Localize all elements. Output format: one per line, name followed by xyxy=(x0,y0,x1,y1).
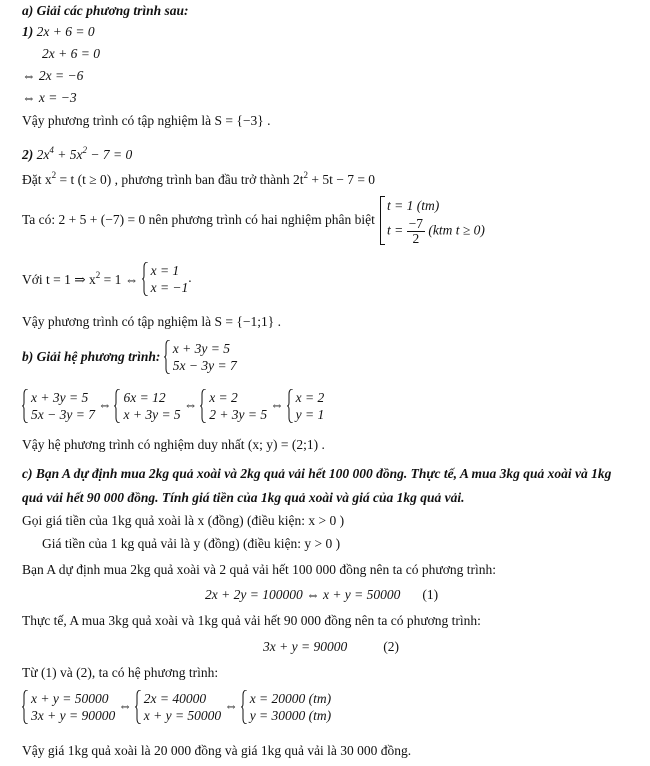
part-b-system: x + 3y = 5 5x − 3y = 7 xyxy=(164,340,237,374)
p2-root-2: t = $\frac{-7}{2}$ (ktm t ≥ 0) xyxy=(387,216,485,246)
voi-root-2: x = −1 xyxy=(150,280,189,295)
part-b-heading-line xyxy=(22,340,237,374)
p2-voi-line: Với t = 1 ⇒ $x^2 = 1$ ⇔ x = 1 x = −1 . xyxy=(22,263,192,295)
voi-root-1: x = 1 xyxy=(150,263,180,278)
part-c-let-x: Gọi giá tiền của 1kg quả xoài là x (đồng) (điều kiện: x > 0 ) xyxy=(22,513,345,528)
p2-ta-co: Ta có: 2 + 5 + (−7) = 0 nên phương trình có hai nghiệm phân biệt xyxy=(22,212,375,227)
part-b-solution-chain: x + 3y = 5 5x − 3y = 7 ⇔ 6x = 12 x + 3y = 5 ⇔ x = 2 2 + 3y = 5 ⇔ x = 2 y = 1 xyxy=(22,389,324,423)
part-c-heading-2: quả vải hết 90 000 đồng. Tính giá tiền của 1kg quả xoài và giá của 1kg quả vải. xyxy=(22,490,465,505)
part-c-from: Từ (1) và (2), ta có hệ phương trình: xyxy=(22,665,219,680)
problem-1-equation: 2x + 6 = 0 xyxy=(36,24,95,39)
problem-2-line xyxy=(22,141,132,164)
p1-step-1: 2x + 6 = 0 xyxy=(42,46,100,61)
part-c-solution-chain: x + y = 50000 3x + y = 90000 ⇔ 2x = 40000 x + y = 50000 ⇔ x = 20000 (tm) y = 30000 (tm) xyxy=(22,690,331,724)
part-b-heading: b) Giải hệ phương trình: xyxy=(22,349,161,364)
p2-substitution: Đặt $x^2 = t$ (t ≥ 0) , phương trình ban đầu trở thành $2t^2 + 5t - 7 = 0$ xyxy=(22,170,376,187)
part-c-actual: Thực tế, A mua 3kg quả xoài và 1kg quả vải hết 90 000 đồng nên ta có phương trình: xyxy=(22,613,481,628)
part-c-heading-1: c) Bạn A dự định mua 2kg quả xoài và 2kg quả vải hết 100 000 đồng. Thực tế, A mua 3kg quả xoài và 1kg xyxy=(22,466,612,481)
p1-step-3: ⇔ x = −3 xyxy=(22,90,77,105)
problem-1-line xyxy=(22,23,95,41)
p1-conclusion: Vậy phương trình có tập nghiệm là S = {−3} . xyxy=(22,113,271,128)
problem-2-equation: $2x^4 + 5x^2 - 7 = 0$ xyxy=(36,145,133,162)
p2-root-1: t = 1 (tm) xyxy=(387,198,440,213)
part-c-plan: Bạn A dự định mua 2kg quả xoài và 2 quả vải hết 100 000 đồng nên ta có phương trình: xyxy=(22,562,496,577)
part-c-conclusion: Vậy giá 1kg quả xoài là 20 000 đồng và giá 1kg quả vải là 30 000 đồng. xyxy=(22,743,412,758)
part-c-eq1-line: 2x + 2y = 100000 ⇔ x + y = 50000 (1) xyxy=(205,587,439,602)
p1-step-2: ⇔ 2x = −6 xyxy=(22,68,84,83)
part-b-conclusion: Vậy hệ phương trình có nghiệm duy nhất (x; y) = (2;1) . xyxy=(22,437,325,452)
part-a-heading: a) Giải các phương trình sau: xyxy=(22,3,189,18)
problem-2-label: 2) xyxy=(22,147,34,162)
p2-conclusion: Vậy phương trình có tập nghiệm là S = {−1;1} . xyxy=(22,314,281,329)
part-c-let-y: Giá tiền của 1 kg quả vải là y (đồng) (điều kiện: y > 0 ) xyxy=(42,536,341,551)
p2-roots xyxy=(380,195,485,246)
problem-1-label: 1) xyxy=(22,24,34,39)
part-c-eq2-line: 3x + y = 90000 (2) xyxy=(263,639,399,654)
